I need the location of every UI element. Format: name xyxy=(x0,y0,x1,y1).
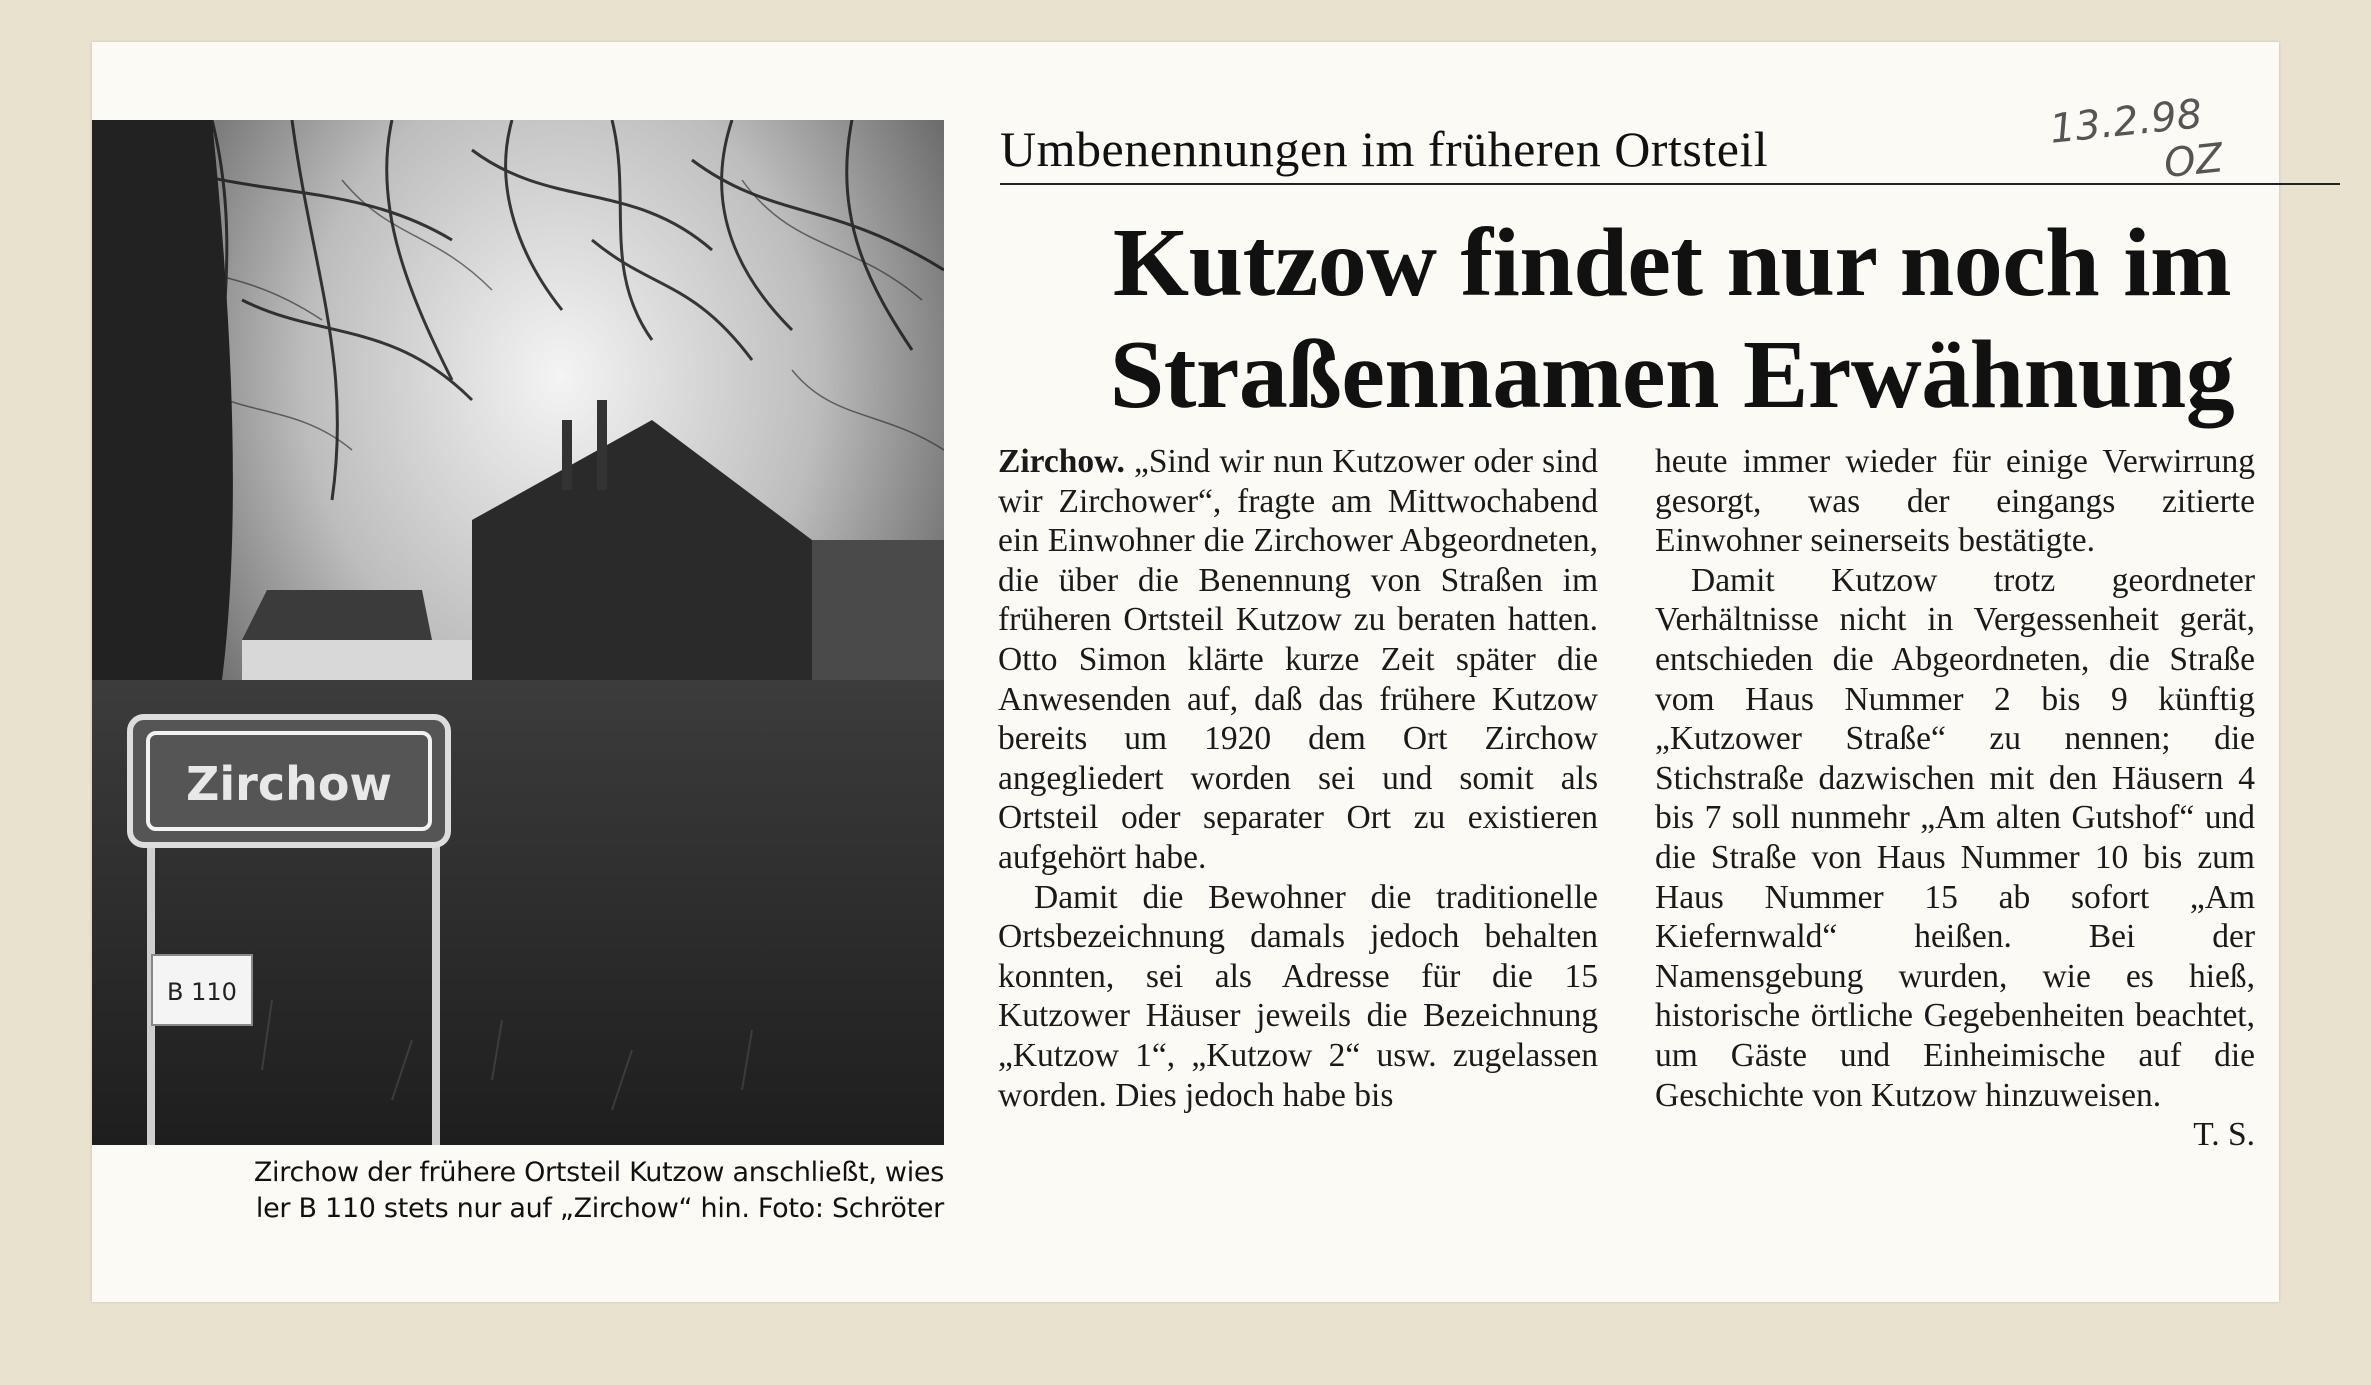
paragraph-3-text: heute immer wieder für einige Verwirrung gesorgt, was der eingangs zitierte Einwohner seinerseits bestätigte. xyxy=(1655,443,2255,560)
caption-line-1: Zirchow der frühere Ortsteil Kutzow anschließt, wies xyxy=(253,1157,944,1188)
road-plate-text: B 110 xyxy=(167,978,237,1006)
handwritten-date: 13.2.98 xyxy=(2047,91,2205,153)
article-kicker: Umbenennungen im früheren Ortsteil xyxy=(1000,117,2340,185)
paragraph-4-text: Damit Kutzow trotz geordneter Verhältnisse nicht in Vergessenheit gerät, entschieden die Abgeordneten, die Straße vom Haus Nummer 2 bis 9 künftig „Kutzower Straße“ zu nennen; die Stichstraße dazwischen mit den Häusern 4 bis 7 soll nunmehr „Am alten Gutshof“ und die Straße von Haus Nummer 10 bis zum Haus Nummer 15 ab sofort „Am Kiefernwald“ heißen. Bei der Namensgebung wurden, wie es hieß, historische örtliche Gegebenheiten beachtet, um Gäste und Einheimische auf die Geschichte von Kutzow hinzuweisen. xyxy=(1655,561,2255,1114)
newspaper-clipping xyxy=(92,42,2279,1302)
photo-illustration xyxy=(92,120,944,1145)
sign-text: Zirchow xyxy=(186,757,392,811)
handwritten-source: OZ xyxy=(2161,135,2226,188)
article-column-left xyxy=(998,442,1598,1115)
headline-line-1: Kutzow findet nur noch im xyxy=(1112,209,2232,317)
paragraph-2-text: Damit die Bewohner die traditionelle Ortsbezeichnung damals jedoch behalten konnten, sei als Adresse für die 15 Kutzower Häuser jeweils die Bezeichnung „Kutzow 1“, „Kutzow 2“ usw. zugelassen worden. Dies jedoch habe bis xyxy=(998,878,1598,1114)
paragraph-1-text: „Sind wir nun Kutzower oder sind wir Zirchower“, fragte am Mittwochabend ein Einwohner die Zirchower Abgeordneten, die über die Benennung von Straßen im früheren Ortsteil Kutzow zu beraten hatten. Otto Simon klärte kurze Zeit später die Anwesenden auf, daß das frühere Kutzow bereits um 1920 dem Ort Zirchow angegliedert worden sei und somit als Ortsteil oder separater Ort zu existieren aufgehört habe. xyxy=(998,443,1599,876)
caption-line-2: ler B 110 stets nur auf „Zirchow“ hin. Foto: Schröter xyxy=(255,1193,944,1224)
news-photo xyxy=(92,120,944,1145)
headline-line-2: Straßennamen Erwähnung xyxy=(1109,321,2235,429)
article-paragraph xyxy=(1655,561,2255,1154)
article-column-right xyxy=(1655,442,2255,1155)
author-signature: T. S. xyxy=(2193,1116,2255,1154)
article-dateline: Zirchow. xyxy=(998,443,1125,480)
article-paragraph xyxy=(998,442,1598,878)
photo-caption xyxy=(92,1155,944,1227)
article-headline xyxy=(992,207,2352,431)
